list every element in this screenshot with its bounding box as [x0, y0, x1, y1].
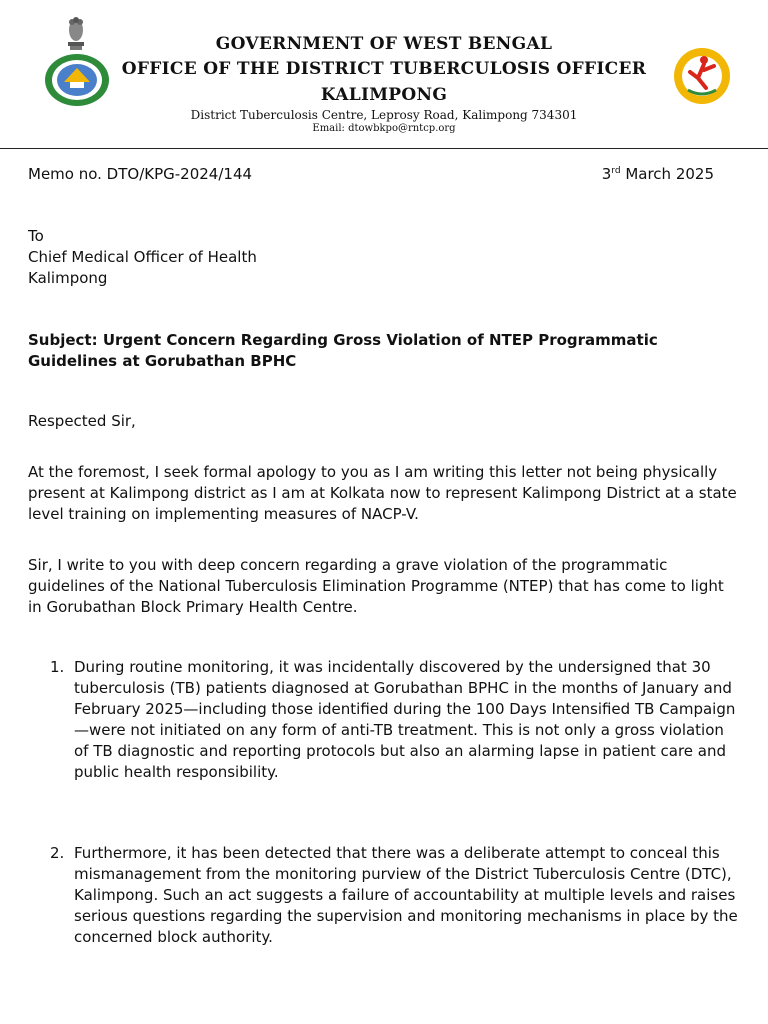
- letterhead: [0, 0, 768, 150]
- list-item-text: Furthermore, it has been detected that there was a deliberate attempt to conceal this mismanagement from the monitoring purview of the District Tuberculosis Centre (DTC), Kalimpong. Such an act suggests a failure of accountability at multiple levels and raises serious questions regarding the supervision and monitoring mechanisms in place by the concerned block authority.: [74, 844, 738, 946]
- header-office: OFFICE OF THE DISTRICT TUBERCULOSIS OFFICER: [121, 59, 647, 79]
- list-item-number: 1.: [50, 658, 65, 676]
- header-email: Email: dtowbkpo@rntcp.org: [312, 123, 456, 134]
- header-government: GOVERNMENT OF WEST BENGAL: [215, 34, 553, 54]
- date-suffix: rd: [611, 166, 621, 176]
- date-rest: March 2025: [620, 165, 714, 183]
- recipient-to: To: [28, 227, 44, 245]
- list-item: [50, 843, 740, 948]
- memo-date: [602, 165, 714, 183]
- list-item-number: 2.: [50, 844, 65, 862]
- salutation: Respected Sir,: [28, 412, 136, 430]
- header-divider: [0, 148, 768, 149]
- subject-line: Subject: Urgent Concern Regarding Gross Violation of NTEP Programmatic Guidelines at Gorubathan BPHC: [28, 331, 658, 370]
- recipient-block: [28, 226, 738, 289]
- paragraph-concern: Sir, I write to you with deep concern regarding a grave violation of the programmatic guidelines of the National Tuberculosis Elimination Programme (NTEP) that has come to light in Gorubathan Block Primary Health Centre.: [28, 556, 724, 616]
- list-item: [50, 657, 740, 783]
- header-district: KALIMPONG: [320, 85, 448, 105]
- paragraph-apology: At the foremost, I seek formal apology to you as I am writing this letter not being physically present at Kalimpong district as I am at Kolkata now to represent Kalimpong District at a state level training on implementing measures of NACP-V.: [28, 463, 737, 523]
- memo-number: Memo no. DTO/KPG-2024/144: [28, 165, 253, 183]
- list-item-text: During routine monitoring, it was incidentally discovered by the undersigned that 30 tuberculosis (TB) patients diagnosed at Gorubathan BPHC in the months of January and February 2025—including those identified during the 100 Days Intensified TB Campaign—were not initiated on any form of anti-TB treatment. This is not only a gross violation of TB diagnostic and reporting protocols but also an alarming lapse in patient care and public health responsibility.: [74, 658, 736, 781]
- date-day: 3: [601, 165, 612, 183]
- recipient-title: Chief Medical Officer of Health: [28, 248, 257, 266]
- header-address: District Tuberculosis Centre, Leprosy Road, Kalimpong 734301: [190, 108, 578, 122]
- recipient-place: Kalimpong: [28, 269, 108, 287]
